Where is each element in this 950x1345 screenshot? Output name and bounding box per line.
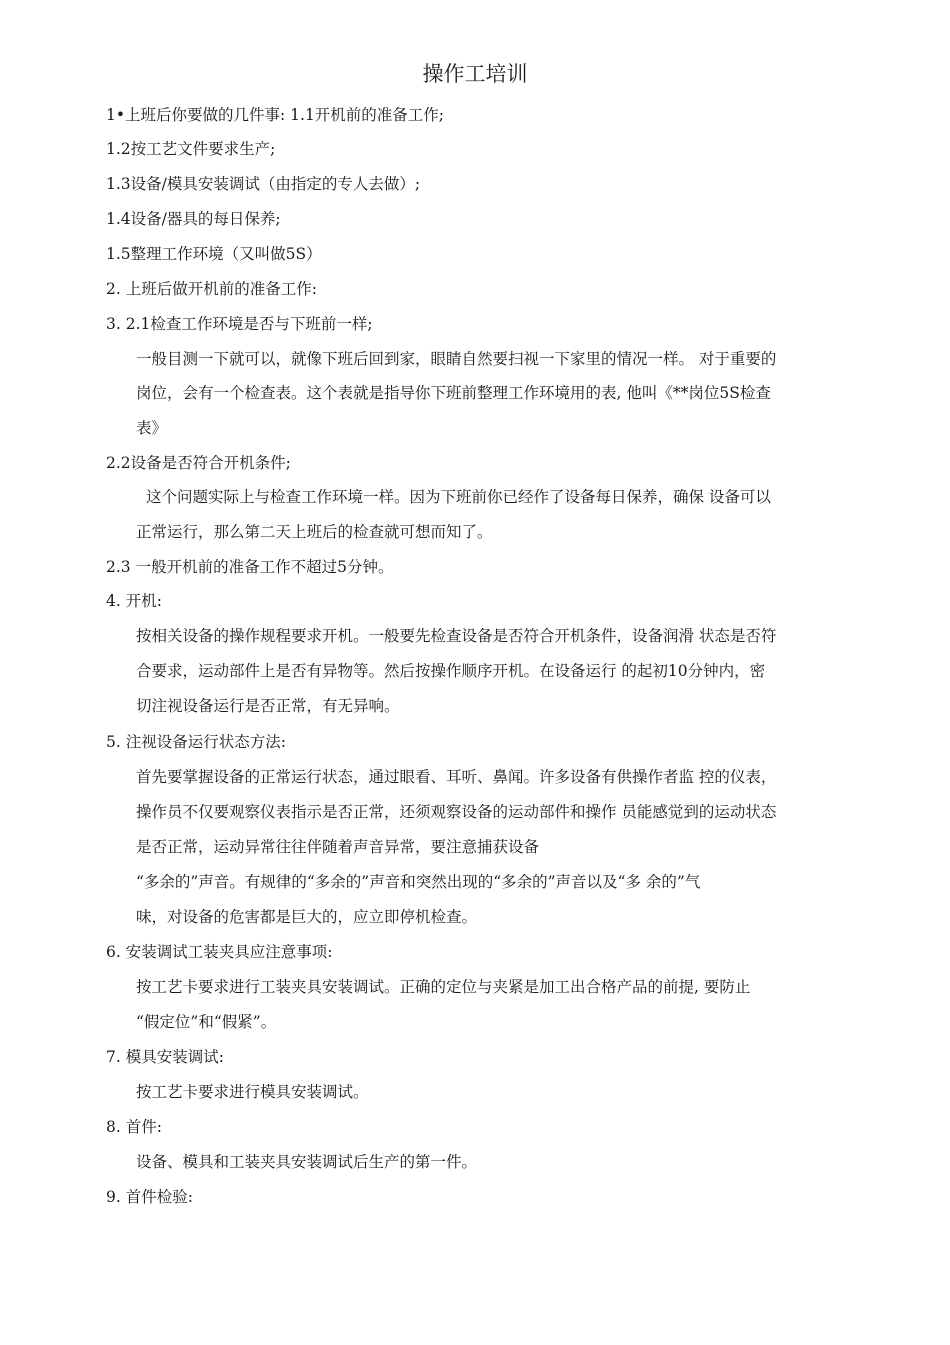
text-line: 设备、模具和工装夹具安装调试后生产的第一件。 — [136, 1153, 478, 1171]
text-line: 2. 上班后做开机前的准备工作: — [106, 280, 317, 298]
text-line: 4. 开机: — [106, 592, 162, 610]
text-line: 合要求，运动部件上是否有异物等。然后按操作顺序开机。在设备运行 的起初10分钟内，密 — [136, 662, 766, 680]
text-line: “多余的”声音。有规律的“多余的”声音和突然出现的“多余的”声音以及“多 余的”气 — [136, 873, 701, 891]
text-line: 1.3设备/模具安装调试（由指定的专人去做）; — [106, 175, 421, 193]
text-line: 5. 注视设备运行状态方法: — [106, 733, 286, 751]
text-line: 切注视设备运行是否正常，有无异响。 — [136, 697, 400, 715]
text-line: 首先要掌握设备的正常运行状态，通过眼看、耳听、鼻闻。许多设备有供操作者监 控的仪表， — [136, 768, 777, 786]
text-line: 这个问题实际上与检查工作环境一样。因为下班前你已经作了设备每日保养，确保 设备可以 — [146, 488, 771, 506]
text-line: 1•上班后你要做的几件事: 1.1开机前的准备工作; — [106, 106, 445, 124]
text-line: 操作员不仅要观察仪表指示是否正常，还须观察设备的运动部件和操作 员能感觉到的运动状态 — [136, 803, 777, 821]
text-line: 是否正常，运动异常往往伴随着声音异常，要注意捕获设备 — [136, 838, 540, 856]
text-line: 按工艺卡要求进行工装夹具安装调试。正确的定位与夹紧是加工出合格产品的前提, 要防止 — [136, 978, 751, 996]
text-line: 9. 首件检验: — [106, 1188, 193, 1206]
text-line: 按工艺卡要求进行模具安装调试。 — [136, 1083, 369, 1101]
text-line: 1.4设备/器具的每日保养; — [106, 210, 281, 228]
text-line: 表》 — [136, 419, 168, 437]
text-line: 2.2设备是否符合开机条件; — [106, 454, 291, 472]
text-line: 1.5整理工作环境（又叫做5S） — [106, 245, 322, 263]
text-line: 味，对设备的危害都是巨大的，应立即停机检查。 — [136, 908, 478, 926]
text-line: 一般目测一下就可以，就像下班后回到家，眼睛自然要扫视一下家里的情况一样。 对于重要的 — [136, 350, 777, 368]
text-line: 正常运行，那么第二天上班后的检查就可想而知了。 — [136, 523, 493, 541]
text-line: 8. 首件: — [106, 1118, 162, 1136]
text-line: 7. 模具安装调试: — [106, 1048, 224, 1066]
text-line: 岗位，会有一个检查表。这个表就是指导你下班前整理工作环境用的表, 他叫《**岗位5S检查 — [136, 384, 771, 402]
text-line: 按相关设备的操作规程要求开机。一般要先检查设备是否符合开机条件，设备润滑 状态是否符 — [136, 627, 777, 645]
text-line: 6. 安装调试工装夹具应注意事项: — [106, 943, 333, 961]
text-line: 2.3 一般开机前的准备工作不超过5分钟。 — [106, 558, 394, 576]
text-line: 3. 2.1检查工作环境是否与下班前一样; — [106, 315, 373, 333]
text-line: 1.2按工艺文件要求生产; — [106, 140, 276, 158]
text-line: “假定位”和“假紧”。 — [136, 1013, 277, 1031]
page-title: 操作工培训 — [422, 62, 528, 86]
